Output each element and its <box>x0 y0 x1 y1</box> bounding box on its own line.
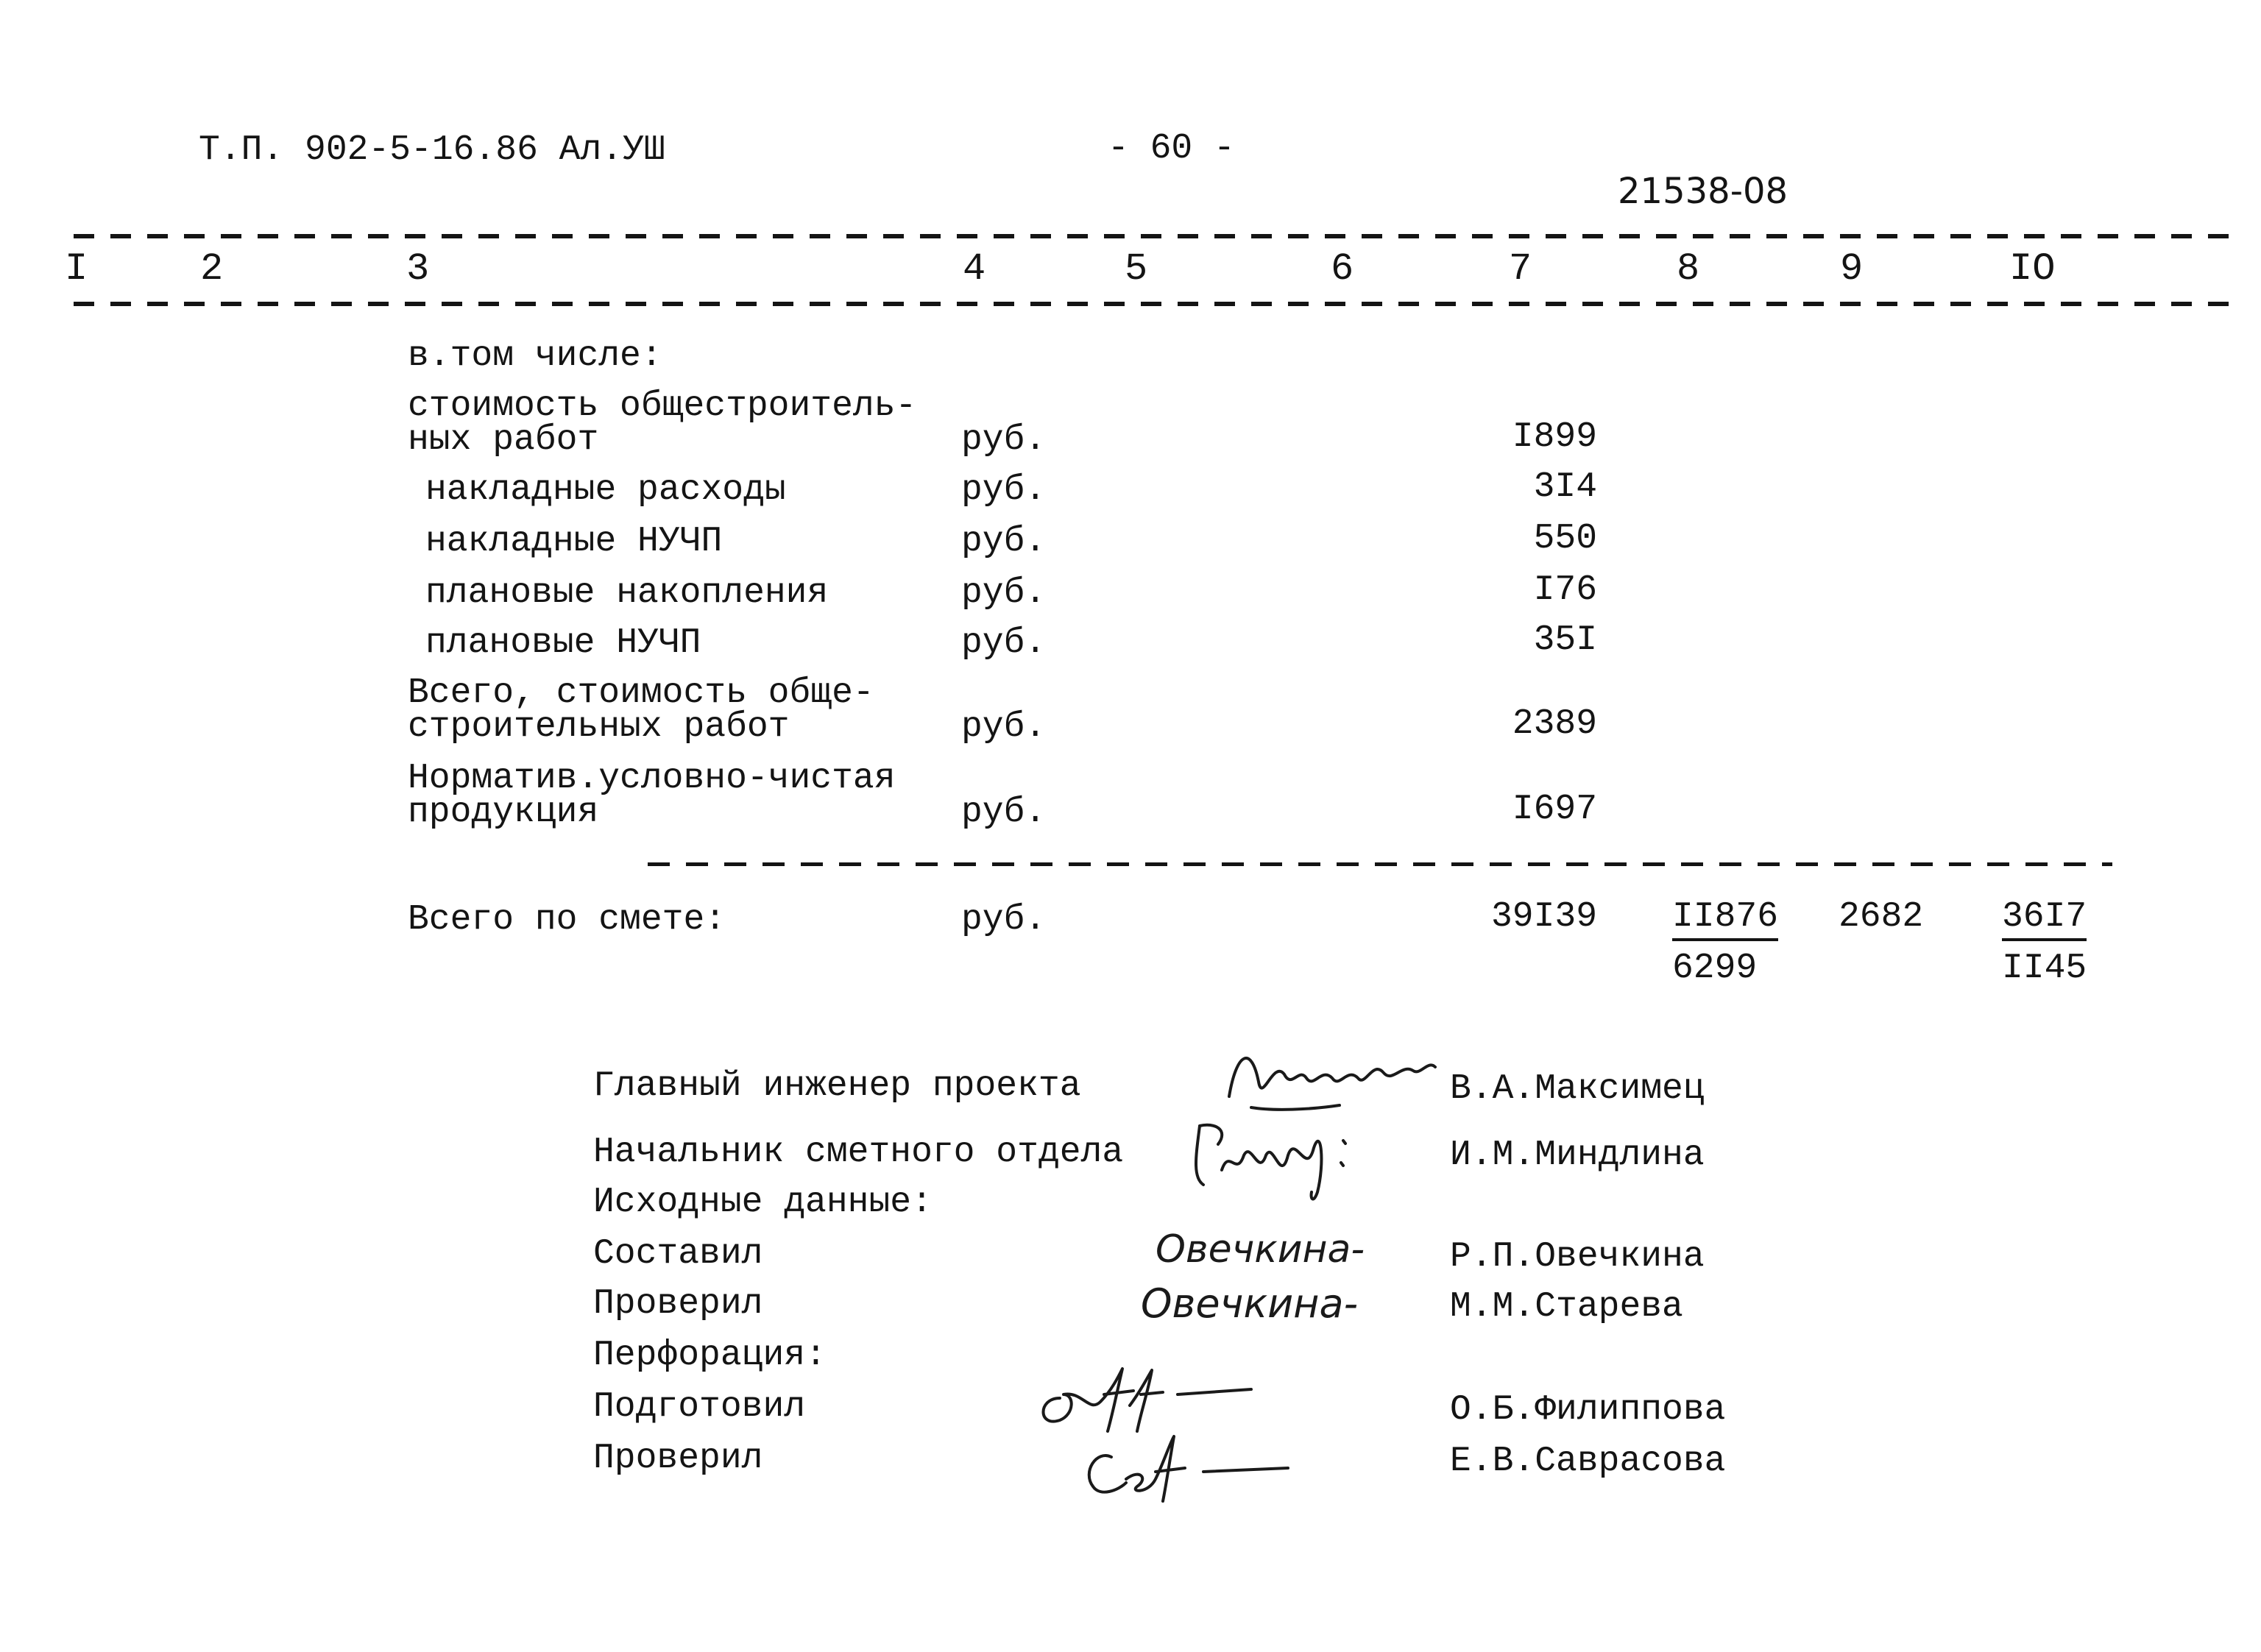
signature-name: И.М.Миндлина <box>1450 1135 1705 1175</box>
row-unit: руб. <box>961 707 1047 747</box>
column-number: 3 <box>406 247 430 291</box>
column-number: 6 <box>1331 247 1354 291</box>
column-number: 8 <box>1677 247 1700 291</box>
signature-section-heading: Исходные данные: <box>593 1183 933 1222</box>
handwritten-signature <box>1030 1361 1266 1435</box>
signature-role: Главный инженер проекта <box>593 1066 1081 1106</box>
column-number: 2 <box>200 247 224 291</box>
row-value: 35I <box>1533 620 1597 660</box>
row-name-line: Всего, стоимость обще- <box>408 673 874 713</box>
column-number: I <box>65 247 88 291</box>
header-rule-top <box>74 234 2237 238</box>
signature-role: Подготовил <box>593 1387 806 1427</box>
signature-name: В.А.Максимец <box>1450 1069 1705 1109</box>
total-col10-bottom: II45 <box>2002 949 2087 988</box>
column-number: 5 <box>1125 247 1148 291</box>
row-name-line: продукция <box>408 793 599 832</box>
row-name-line: плановые НУЧП <box>425 623 701 663</box>
row-value: 2389 <box>1512 704 1597 744</box>
total-col9: 2682 <box>1839 897 1924 937</box>
signature-role: Проверил <box>593 1284 763 1324</box>
section-intro: в.том числе: <box>408 336 662 376</box>
row-value: 550 <box>1533 519 1597 559</box>
signature-role: Проверил <box>593 1439 763 1478</box>
row-name-line: Норматив.условно-чистая <box>408 759 896 798</box>
row-unit: руб. <box>961 420 1047 460</box>
total-col8-bottom: 6299 <box>1672 949 1758 988</box>
signature-name: Е.В.Саврасова <box>1450 1442 1726 1481</box>
signature-name: Р.П.Овечкина <box>1450 1237 1705 1277</box>
total-unit: руб. <box>961 900 1047 940</box>
total-col8-top-value: II876 <box>1672 897 1778 941</box>
handwritten-signature <box>1185 1111 1376 1214</box>
row-name-line: стоимость общестроитель- <box>408 386 917 426</box>
handwritten-signature <box>1148 1222 1428 1280</box>
total-col10-top <box>2002 899 2087 935</box>
total-col8-top <box>1672 899 1778 935</box>
row-unit: руб. <box>961 573 1047 613</box>
handwritten-signature-text: Овечкина- <box>1141 1280 1359 1327</box>
column-number: IO <box>2009 247 2056 291</box>
document-code: Т.П. 902-5-16.86 Ал.УШ <box>199 130 665 170</box>
total-col7: 39I39 <box>1490 897 1597 937</box>
row-name-line: ных работ <box>408 420 599 460</box>
row-value: 3I4 <box>1533 467 1597 507</box>
row-value: I76 <box>1533 570 1597 610</box>
column-number: 7 <box>1509 247 1532 291</box>
handwritten-signature <box>1075 1428 1310 1509</box>
page-number: - 60 - <box>1108 129 1235 169</box>
row-name-line: накладные расходы <box>425 470 786 510</box>
row-name-line: строительных работ <box>408 707 790 747</box>
signature-role: Начальник сметного отдела <box>593 1132 1124 1172</box>
column-number: 9 <box>1840 247 1864 291</box>
signature-section-heading: Перфорация: <box>593 1336 827 1375</box>
row-name-line: накладные НУЧП <box>425 522 723 561</box>
column-number: 4 <box>963 247 986 291</box>
handwritten-signature <box>1133 1273 1413 1339</box>
row-unit: руб. <box>961 793 1047 832</box>
total-label: Всего по смете: <box>408 900 726 940</box>
row-value: I697 <box>1512 790 1597 829</box>
handwritten-signature-text: Овечкина- <box>1156 1227 1365 1272</box>
signature-role: Составил <box>593 1234 763 1274</box>
header-rule-bottom <box>74 302 2237 306</box>
total-col10-top-value: 36I7 <box>2002 897 2087 941</box>
signature-name: О.Б.Филиппова <box>1450 1390 1726 1430</box>
row-name-line: плановые накопления <box>425 573 829 613</box>
row-unit: руб. <box>961 522 1047 561</box>
row-unit: руб. <box>961 470 1047 510</box>
signature-name: М.М.Старева <box>1450 1287 1683 1327</box>
row-value: I899 <box>1512 417 1597 457</box>
row-unit: руб. <box>961 623 1047 663</box>
archive-number: 21538-08 <box>1618 171 1788 212</box>
total-separator-rule <box>648 862 2112 866</box>
